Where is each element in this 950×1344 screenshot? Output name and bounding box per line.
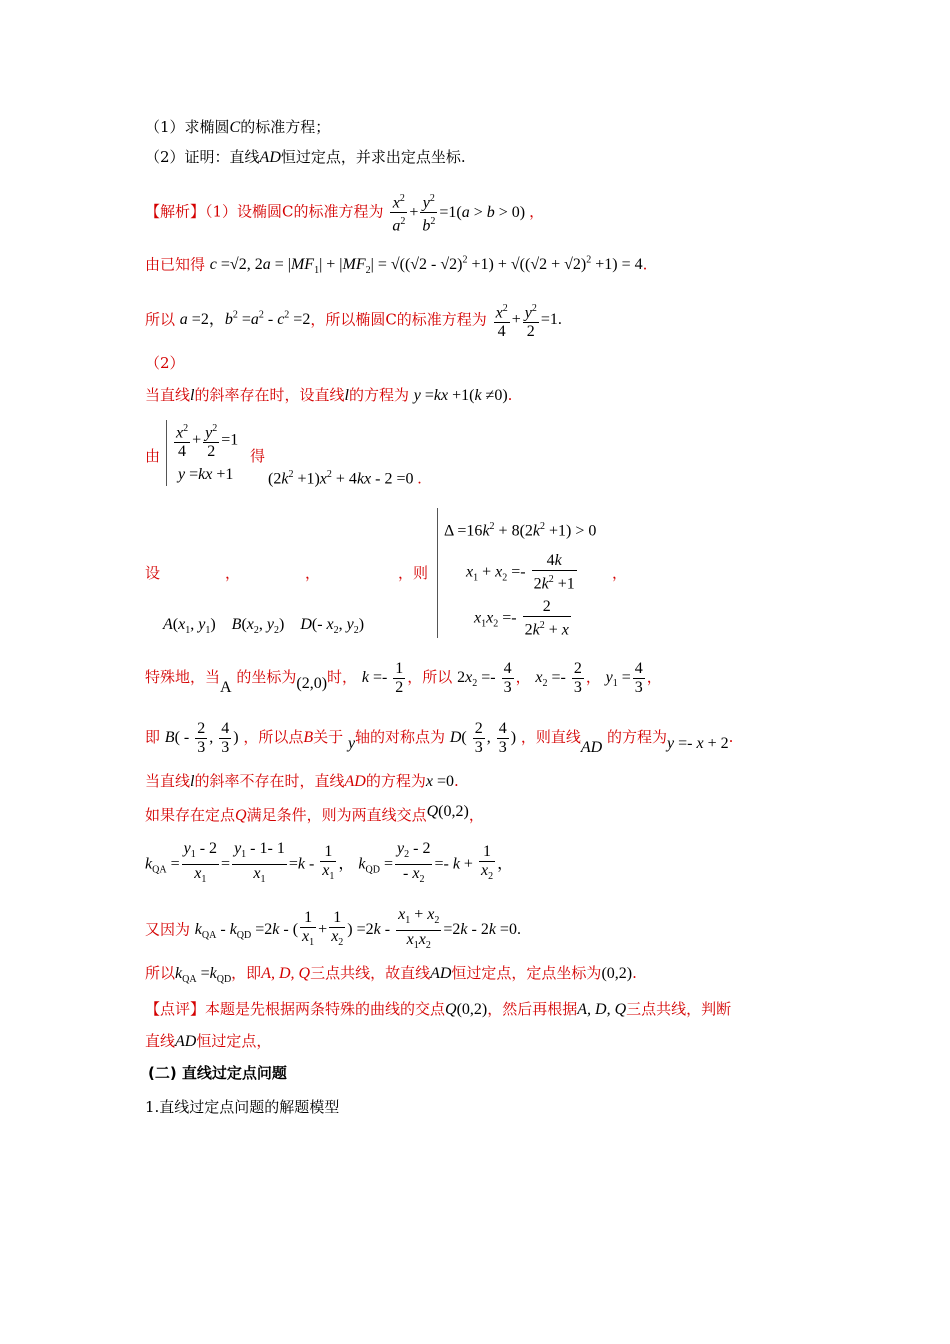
system-eq1: $\frac{x^2}{4}$ + $\frac{y^2}{2}$ =1	[172, 420, 238, 461]
points-line: $A(x_1$, $y_1$) $B(x_2$, $y_2$) D(- $x_2$, $y_2$)	[163, 616, 365, 637]
review-line-2: 直线AD恒过定点，	[145, 1032, 272, 1050]
special-line: 特殊地，当A 的坐标为(2,0)时， k =- $\frac{1}{2}$ ，所以 $2x_2$ =- $\frac{4}{3}$ ， $x_2$ =- $\frac{2}{3}$ ， $y_1$ = $\frac{4}{3}$ ，	[145, 660, 662, 697]
system-eq2: y =kx +1	[178, 466, 234, 483]
system-brace	[166, 420, 167, 486]
delta-eq: $\Delta =16k^2 + 8(2k^2 +1) > 0$	[444, 521, 597, 540]
review-tag: 【点评】	[145, 1000, 206, 1018]
you-line: 由	[145, 447, 161, 465]
part2-label: （2）	[145, 354, 185, 372]
known-line: 由已知得 c =√2, $2a = |MF_1| + |MF_2| = √((√2 - √2)^2 +1) + √((√2 + √2)^2 +1) = 4$.	[145, 255, 648, 277]
vieta-brace	[437, 508, 438, 638]
item-1: 1.直线过定点问题的解题模型	[145, 1098, 340, 1116]
slopes-line: $k_{QA}$ = $\frac{y_1 - 2}{x_1}$ = $\frac{y_1 - 1- 1}{x_1}$ =k - $\frac{1}{x_1}$ ， $k_{QD}$ = $\frac{y_2 - 2}{- x_2}$ =- k + $\frac{1}{x_2}$ ，	[145, 840, 514, 886]
solution-part1: 【解析】（1）设椭圆C的标准方程为 $\frac{x^2}{a^2}$ + $\frac{y^2}{b^2}$ =1(a > b > 0) ，	[145, 190, 544, 236]
ji-line: 即 B( - $\frac{2}{3}$ , $\frac{4}{3}$ ) ，所以点B关于 y轴的对称点为 D( $\frac{2}{3}$ , $\frac{4}{3}$ ) ，则直线AD 的方程为y =- x + 2.	[145, 720, 734, 757]
conclusion-line: 所以$k_{QA} =k_{QD}$，即A, D, Q三点共线，故直线AD恒过定点，定点坐标为(0,2).	[145, 964, 637, 986]
she-label: 设	[145, 564, 161, 582]
section-heading: (二) 直线过定点问题	[148, 1064, 287, 1082]
quadratic-eq: $(2k^2 +1)x^2 + 4kx - 2 =0$ .	[268, 469, 422, 488]
so-line: 所以 a =2，$b^2 =a^2 - c^2 =2$，所以椭圆C的标准方程为 $\frac{x^2}{4}$ + $\frac{y^2}{2}$ =1.	[145, 300, 562, 341]
review-line-1: 【点评】本题是先根据两条特殊的曲线的交点Q(0,2)，然后再根据A, D, Q三点共线，判断	[145, 1000, 732, 1018]
product-eq: $x_1x_2$ =- $\frac{2}{2k^2 + x}$	[474, 598, 569, 639]
question-2: （2）证明：直线AD恒过定点，并求出定点坐标.	[145, 148, 466, 166]
case2: 当直线l的斜率不存在时，直线AD的方程为x =0.	[145, 772, 459, 790]
youyin-line: 又因为 $k_{QA} - k_{QD} =2k$ - ( $\frac{1}{x_1}$ + $\frac{1}{x_2}$ ) =2k - $\frac{x_1 + x_2}{x_1x_2}$ =2k - 2k =0.	[145, 906, 521, 952]
case1: 当直线l的斜率存在时，设直线l的方程为 y =kx +1(k ≠0).	[145, 386, 513, 404]
q1-text: （1）求椭圆	[145, 118, 230, 136]
sum-eq: $x_1 + x_2$ =- $\frac{4k}{2k^2 +1}$	[466, 552, 575, 593]
solution-tag: 【解析】	[145, 202, 206, 221]
question-1: （1）求椭圆C的标准方程；	[145, 118, 331, 136]
ifq-line: 如果存在定点Q满足条件，则为两直线交点Q(0,2)，	[145, 803, 484, 824]
